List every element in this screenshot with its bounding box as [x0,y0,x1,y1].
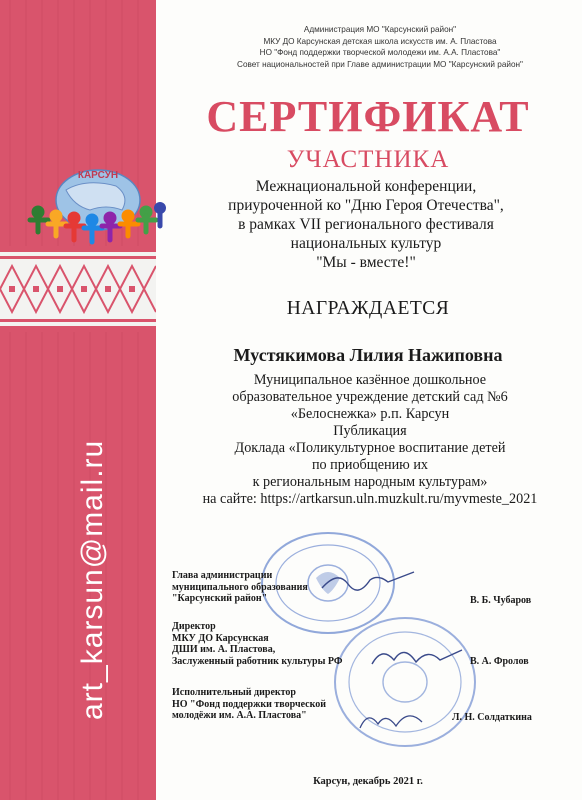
detail-line: по приобщению их [311,457,429,473]
logo-text: КАРСУН [77,170,119,181]
detail-line: «Белоснежка» р.п. Карсун [290,406,450,422]
signature-line: Директор [172,621,216,632]
signature-line: "Карсунский район" [172,593,268,604]
recipient-details [160,372,580,508]
event-line: Межнациональной конференции, [255,178,477,195]
signature-scribble-icon [356,702,436,736]
detail-line: образовательное учреждение детский сад №6 [232,389,508,405]
certificate-title: СЕРТИФИКАТ [206,92,530,141]
festival-logo-icon [26,160,166,250]
event-line: приуроченной ко "Дню Героя Отечества", [228,197,504,214]
signature-title [172,687,326,722]
signature-scribble-icon [318,566,418,596]
org-line: Совет национальностей при Главе администрации МО "Карсунский район" [237,59,523,69]
contact-email: art_karsun@mail.ru [76,439,109,720]
signature-line: НО "Фонд поддержки творческой [172,698,326,710]
signature-line: муниципального образования [172,581,308,593]
detail-line: на сайте: https://artkarsun.uln.muzkult.ru/myvmeste_2021 [202,491,538,507]
event-description [176,177,556,272]
signature-title [172,621,342,667]
signature-line: Заслуженный работник культуры РФ [172,655,343,667]
signatory-name: Л. Н. Солдаткина [452,712,532,723]
org-line: Администрация МО "Карсунский район" [303,25,457,34]
organizations-header [200,24,560,70]
signature-line: молодёжи им. А.А. Пластова" [172,710,307,721]
signature-line: ДШИ им. А. Пластова, [172,644,276,655]
detail-line: Публикация [333,423,407,439]
event-line: "Мы - вместе!" [316,254,416,271]
place-date: Карсун, декабрь 2021 г. [313,776,423,787]
signature-line: МКУ ДО Карсунская [172,632,269,644]
org-line: МКУ ДО Карсунская детская школа искусств им. А. Пластова [263,36,497,46]
event-line: национальных культур [290,235,442,252]
org-line: НО "Фонд поддержки творческой молодежи им. А.А. Пластова" [259,48,501,57]
signature-scribble-icon [368,640,468,672]
awarded-heading: НАГРАЖДАЕТСЯ [286,298,450,319]
ornament-pattern [0,246,156,332]
signatory-name: В. Б. Чубаров [470,595,532,606]
signature-line: Исполнительный директор [172,687,296,698]
signatory-name: В. А. Фролов [470,656,529,667]
detail-line: Муниципальное казённое дошкольное [253,372,487,388]
detail-line: к региональным народным культурам» [252,474,488,490]
signature-line: Глава администрации [172,570,273,581]
signature-title [172,570,308,605]
recipient-name: Мустякимова Лилия Нажиповна [233,345,503,365]
detail-line: Доклада «Поликультурное воспитание детей [234,440,506,456]
event-line: в рамках VII регионального фестиваля [238,216,494,233]
certificate-subtitle: УЧАСТНИКА [286,146,450,173]
